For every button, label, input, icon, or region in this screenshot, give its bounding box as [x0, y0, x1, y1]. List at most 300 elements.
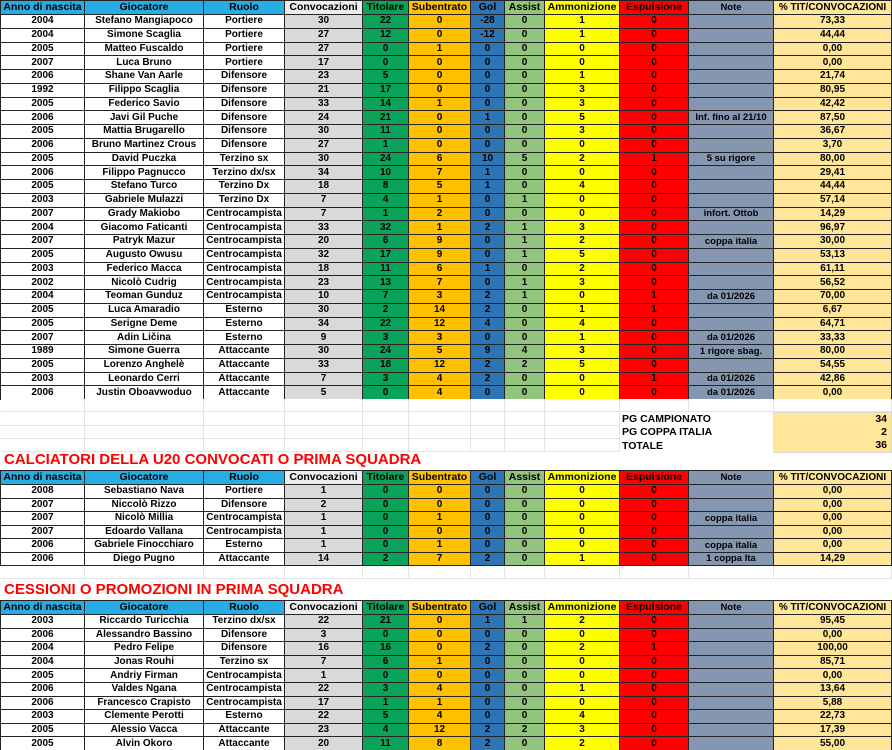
- cell-ruolo[interactable]: Centrocampista: [204, 235, 285, 249]
- empty-cell[interactable]: [505, 439, 545, 452]
- cell-espulsione[interactable]: 0: [620, 710, 689, 724]
- cell-ammonizione[interactable]: 1: [545, 553, 620, 567]
- cell-ruolo[interactable]: Portiere: [204, 15, 285, 29]
- cell-subentrato[interactable]: 1: [409, 697, 471, 711]
- cell-giocatore[interactable]: Stefano Turco: [85, 180, 204, 194]
- cell-pct-tit-convocazioni[interactable]: 61,11: [774, 263, 892, 277]
- cell-titolare[interactable]: 3: [363, 331, 409, 345]
- column-header-ruolo[interactable]: Ruolo: [204, 601, 285, 615]
- cell-convocazioni[interactable]: 1: [285, 485, 363, 499]
- empty-cell[interactable]: [505, 412, 545, 425]
- column-header-gol[interactable]: Gol: [471, 471, 505, 485]
- column-header-pct-tit-convocazioni[interactable]: % TIT/CONVOCAZIONI: [774, 601, 892, 615]
- cell-pct-tit-convocazioni[interactable]: 0,00: [774, 56, 892, 70]
- cell-gol[interactable]: 1: [471, 180, 505, 194]
- cell-assist[interactable]: 0: [505, 683, 545, 697]
- cell-pct-tit-convocazioni[interactable]: 70,00: [774, 290, 892, 304]
- cell-assist[interactable]: 0: [505, 710, 545, 724]
- cell-note[interactable]: 1 coppa Ita: [689, 553, 774, 567]
- cell-convocazioni[interactable]: 7: [285, 373, 363, 387]
- empty-cell[interactable]: [1, 426, 85, 439]
- cell-note[interactable]: [689, 737, 774, 750]
- cell-titolare[interactable]: 21: [363, 615, 409, 629]
- cell-gol[interactable]: 0: [471, 683, 505, 697]
- cell-gol[interactable]: 1: [471, 615, 505, 629]
- empty-cell[interactable]: [285, 399, 363, 412]
- cell-titolare[interactable]: 5: [363, 710, 409, 724]
- cell-ruolo[interactable]: Terzino dx/sx: [204, 615, 285, 629]
- cell-gol[interactable]: 0: [471, 56, 505, 70]
- cell-convocazioni[interactable]: 34: [285, 166, 363, 180]
- cell-pct-tit-convocazioni[interactable]: 14,29: [774, 553, 892, 567]
- column-header-ammonizione[interactable]: Ammonizione: [545, 601, 620, 615]
- cell-pct-tit-convocazioni[interactable]: 54,55: [774, 359, 892, 373]
- cell-gol[interactable]: 2: [471, 304, 505, 318]
- cell-giocatore[interactable]: Gabriele Finocchiaro: [85, 539, 204, 553]
- cell-ruolo[interactable]: Attaccante: [204, 345, 285, 359]
- cell-anno-di-nascita[interactable]: 2005: [1, 43, 85, 57]
- cell-gol[interactable]: 0: [471, 697, 505, 711]
- cell-ammonizione[interactable]: 0: [545, 512, 620, 526]
- cell-gol[interactable]: 0: [471, 235, 505, 249]
- cell-anno-di-nascita[interactable]: 2007: [1, 512, 85, 526]
- cell-gol[interactable]: 0: [471, 331, 505, 345]
- cell-assist[interactable]: 0: [505, 512, 545, 526]
- cell-ruolo[interactable]: Centrocampista: [204, 697, 285, 711]
- column-header-giocatore[interactable]: Giocatore: [85, 1, 204, 15]
- empty-cell[interactable]: [1, 399, 85, 412]
- cell-subentrato[interactable]: 0: [409, 111, 471, 125]
- column-header-convocazioni[interactable]: Convocazioni: [285, 601, 363, 615]
- cell-titolare[interactable]: 1: [363, 208, 409, 222]
- cell-anno-di-nascita[interactable]: 2005: [1, 737, 85, 750]
- cell-pct-tit-convocazioni[interactable]: 22,73: [774, 710, 892, 724]
- column-header-convocazioni[interactable]: Convocazioni: [285, 471, 363, 485]
- cell-convocazioni[interactable]: 23: [285, 724, 363, 738]
- pg-campionato-value[interactable]: 34: [773, 412, 892, 426]
- cell-titolare[interactable]: 1: [363, 139, 409, 153]
- empty-cell[interactable]: [409, 426, 471, 439]
- cell-gol[interactable]: 2: [471, 724, 505, 738]
- cell-pct-tit-convocazioni[interactable]: 17,39: [774, 724, 892, 738]
- cell-anno-di-nascita[interactable]: 2002: [1, 276, 85, 290]
- cell-pct-tit-convocazioni[interactable]: 3,70: [774, 139, 892, 153]
- cell-ammonizione[interactable]: 0: [545, 656, 620, 670]
- cell-giocatore[interactable]: Giacomo Faticanti: [85, 221, 204, 235]
- cell-giocatore[interactable]: Jonas Rouhi: [85, 656, 204, 670]
- cell-ruolo[interactable]: Centrocampista: [204, 512, 285, 526]
- cell-gol[interactable]: 0: [471, 125, 505, 139]
- cell-pct-tit-convocazioni[interactable]: 95,45: [774, 615, 892, 629]
- cell-ruolo[interactable]: Esterno: [204, 539, 285, 553]
- cell-giocatore[interactable]: Luca Bruno: [85, 56, 204, 70]
- cell-subentrato[interactable]: 1: [409, 539, 471, 553]
- cell-note[interactable]: 1 rigore sbag.: [689, 345, 774, 359]
- cell-gol[interactable]: 0: [471, 710, 505, 724]
- cell-giocatore[interactable]: Clemente Perotti: [85, 710, 204, 724]
- cell-convocazioni[interactable]: 30: [285, 345, 363, 359]
- cell-assist[interactable]: 0: [505, 84, 545, 98]
- cell-ammonizione[interactable]: 0: [545, 139, 620, 153]
- empty-cell[interactable]: [363, 566, 409, 579]
- cell-espulsione[interactable]: 0: [620, 221, 689, 235]
- cell-giocatore[interactable]: Teoman Gunduz: [85, 290, 204, 304]
- cell-note[interactable]: 5 su rigore: [689, 153, 774, 167]
- empty-cell[interactable]: [204, 399, 285, 412]
- column-header-gol[interactable]: Gol: [471, 601, 505, 615]
- cell-convocazioni[interactable]: 27: [285, 43, 363, 57]
- column-header-titolare[interactable]: Titolare: [363, 471, 409, 485]
- cell-giocatore[interactable]: Justin Oboavwoduo: [85, 386, 204, 400]
- cell-titolare[interactable]: 0: [363, 629, 409, 643]
- empty-cell[interactable]: [285, 566, 363, 579]
- cell-pct-tit-convocazioni[interactable]: 55,00: [774, 737, 892, 750]
- cell-giocatore[interactable]: Serigne Deme: [85, 318, 204, 332]
- cell-assist[interactable]: 2: [505, 359, 545, 373]
- cell-espulsione[interactable]: 0: [620, 737, 689, 750]
- cell-titolare[interactable]: 14: [363, 98, 409, 112]
- cell-espulsione[interactable]: 0: [620, 180, 689, 194]
- cell-titolare[interactable]: 12: [363, 29, 409, 43]
- cell-espulsione[interactable]: 0: [620, 84, 689, 98]
- cell-note[interactable]: [689, 180, 774, 194]
- cell-ammonizione[interactable]: 3: [545, 125, 620, 139]
- cell-note[interactable]: [689, 249, 774, 263]
- cell-giocatore[interactable]: Federico Savio: [85, 98, 204, 112]
- cell-espulsione[interactable]: 0: [620, 166, 689, 180]
- cell-ammonizione[interactable]: 3: [545, 276, 620, 290]
- cell-anno-di-nascita[interactable]: 2007: [1, 56, 85, 70]
- cell-espulsione[interactable]: 1: [620, 642, 689, 656]
- cell-ruolo[interactable]: Centrocampista: [204, 276, 285, 290]
- cell-espulsione[interactable]: 0: [620, 499, 689, 513]
- cell-note[interactable]: [689, 724, 774, 738]
- cell-ammonizione[interactable]: 5: [545, 111, 620, 125]
- cell-assist[interactable]: 0: [505, 43, 545, 57]
- cell-note[interactable]: [689, 98, 774, 112]
- empty-cell[interactable]: [689, 399, 774, 412]
- cell-giocatore[interactable]: Nicolò Millia: [85, 512, 204, 526]
- cell-espulsione[interactable]: 0: [620, 345, 689, 359]
- cell-pct-tit-convocazioni[interactable]: 0,00: [774, 669, 892, 683]
- totale-label[interactable]: TOTALE: [620, 439, 773, 453]
- cell-espulsione[interactable]: 0: [620, 485, 689, 499]
- pg-campionato-label[interactable]: PG CAMPIONATO: [620, 412, 773, 426]
- cell-note[interactable]: Inf. fino al 21/10: [689, 111, 774, 125]
- cell-giocatore[interactable]: Lorenzo Anghelè: [85, 359, 204, 373]
- column-header-subentrato[interactable]: Subentrato: [409, 471, 471, 485]
- cell-espulsione[interactable]: 0: [620, 656, 689, 670]
- cell-titolare[interactable]: 22: [363, 15, 409, 29]
- cell-titolare[interactable]: 10: [363, 166, 409, 180]
- cell-note[interactable]: [689, 84, 774, 98]
- cell-gol[interactable]: 0: [471, 526, 505, 540]
- cell-assist[interactable]: 0: [505, 373, 545, 387]
- cell-espulsione[interactable]: 0: [620, 539, 689, 553]
- cell-gol[interactable]: 2: [471, 553, 505, 567]
- cell-assist[interactable]: 0: [505, 304, 545, 318]
- cell-giocatore[interactable]: Federico Macca: [85, 263, 204, 277]
- cell-gol[interactable]: 2: [471, 221, 505, 235]
- cell-subentrato[interactable]: 9: [409, 249, 471, 263]
- cell-giocatore[interactable]: Simone Scaglia: [85, 29, 204, 43]
- cell-ammonizione[interactable]: 3: [545, 84, 620, 98]
- cell-espulsione[interactable]: 0: [620, 15, 689, 29]
- cell-ruolo[interactable]: Centrocampista: [204, 669, 285, 683]
- empty-cell[interactable]: [1, 566, 85, 579]
- cell-subentrato[interactable]: 5: [409, 345, 471, 359]
- cell-anno-di-nascita[interactable]: 2007: [1, 526, 85, 540]
- cell-assist[interactable]: 0: [505, 386, 545, 400]
- cell-espulsione[interactable]: 0: [620, 615, 689, 629]
- cell-gol[interactable]: 1: [471, 263, 505, 277]
- cell-pct-tit-convocazioni[interactable]: 14,29: [774, 208, 892, 222]
- cell-espulsione[interactable]: 0: [620, 208, 689, 222]
- cell-pct-tit-convocazioni[interactable]: 42,86: [774, 373, 892, 387]
- cell-pct-tit-convocazioni[interactable]: 0,00: [774, 512, 892, 526]
- cell-subentrato[interactable]: 0: [409, 485, 471, 499]
- column-header-convocazioni[interactable]: Convocazioni: [285, 1, 363, 15]
- column-header-espulsione[interactable]: Espulsione: [620, 471, 689, 485]
- column-header-anno-di-nascita[interactable]: Anno di nascita: [1, 471, 85, 485]
- cell-giocatore[interactable]: Filippo Scaglia: [85, 84, 204, 98]
- column-header-anno-di-nascita[interactable]: Anno di nascita: [1, 1, 85, 15]
- cell-convocazioni[interactable]: 5: [285, 386, 363, 400]
- cell-note[interactable]: coppa italia: [689, 539, 774, 553]
- cell-anno-di-nascita[interactable]: 2004: [1, 290, 85, 304]
- cell-pct-tit-convocazioni[interactable]: 13,64: [774, 683, 892, 697]
- cell-gol[interactable]: 0: [471, 499, 505, 513]
- cell-subentrato[interactable]: 0: [409, 499, 471, 513]
- cell-convocazioni[interactable]: 1: [285, 539, 363, 553]
- cell-subentrato[interactable]: 1: [409, 512, 471, 526]
- cell-titolare[interactable]: 0: [363, 526, 409, 540]
- cell-giocatore[interactable]: Niccolò Rizzo: [85, 499, 204, 513]
- column-header-assist[interactable]: Assist: [505, 601, 545, 615]
- cell-convocazioni[interactable]: 33: [285, 98, 363, 112]
- cell-convocazioni[interactable]: 7: [285, 208, 363, 222]
- cell-assist[interactable]: 0: [505, 331, 545, 345]
- cell-assist[interactable]: 0: [505, 56, 545, 70]
- cell-ammonizione[interactable]: 0: [545, 669, 620, 683]
- cell-ruolo[interactable]: Difensore: [204, 499, 285, 513]
- cell-note[interactable]: da 01/2026: [689, 331, 774, 345]
- cell-pct-tit-convocazioni[interactable]: 96,97: [774, 221, 892, 235]
- cell-subentrato[interactable]: 12: [409, 318, 471, 332]
- cell-subentrato[interactable]: 8: [409, 737, 471, 750]
- cell-convocazioni[interactable]: 22: [285, 683, 363, 697]
- cell-titolare[interactable]: 17: [363, 249, 409, 263]
- cell-pct-tit-convocazioni[interactable]: 80,95: [774, 84, 892, 98]
- cell-titolare[interactable]: 11: [363, 737, 409, 750]
- cell-gol[interactable]: 0: [471, 629, 505, 643]
- cell-convocazioni[interactable]: 1: [285, 669, 363, 683]
- empty-cell[interactable]: [545, 426, 620, 439]
- cell-ammonizione[interactable]: 1: [545, 683, 620, 697]
- cell-assist[interactable]: 0: [505, 70, 545, 84]
- cell-anno-di-nascita[interactable]: 1992: [1, 84, 85, 98]
- cell-convocazioni[interactable]: 30: [285, 15, 363, 29]
- cell-note[interactable]: [689, 263, 774, 277]
- empty-cell[interactable]: [471, 566, 505, 579]
- cell-espulsione[interactable]: 0: [620, 43, 689, 57]
- cell-giocatore[interactable]: Shane Van Aarle: [85, 70, 204, 84]
- column-header-espulsione[interactable]: Espulsione: [620, 1, 689, 15]
- cell-ruolo[interactable]: Difensore: [204, 84, 285, 98]
- column-header-ruolo[interactable]: Ruolo: [204, 471, 285, 485]
- cell-espulsione[interactable]: 0: [620, 235, 689, 249]
- cell-espulsione[interactable]: 1: [620, 290, 689, 304]
- cell-gol[interactable]: 0: [471, 98, 505, 112]
- cell-giocatore[interactable]: Leonardo Cerri: [85, 373, 204, 387]
- cell-convocazioni[interactable]: 27: [285, 29, 363, 43]
- cell-ruolo[interactable]: Centrocampista: [204, 208, 285, 222]
- cell-ruolo[interactable]: Attaccante: [204, 737, 285, 750]
- cell-ruolo[interactable]: Difensore: [204, 111, 285, 125]
- cell-anno-di-nascita[interactable]: 2006: [1, 553, 85, 567]
- cell-ruolo[interactable]: Esterno: [204, 331, 285, 345]
- cell-anno-di-nascita[interactable]: 2006: [1, 70, 85, 84]
- cell-titolare[interactable]: 0: [363, 669, 409, 683]
- cell-subentrato[interactable]: 1: [409, 221, 471, 235]
- cell-subentrato[interactable]: 7: [409, 166, 471, 180]
- cell-gol[interactable]: 0: [471, 43, 505, 57]
- cell-ammonizione[interactable]: 2: [545, 153, 620, 167]
- empty-cell[interactable]: [409, 566, 471, 579]
- cell-espulsione[interactable]: 0: [620, 331, 689, 345]
- empty-cell[interactable]: [620, 399, 689, 412]
- cell-assist[interactable]: 0: [505, 499, 545, 513]
- cell-convocazioni[interactable]: 2: [285, 499, 363, 513]
- cell-convocazioni[interactable]: 1: [285, 526, 363, 540]
- empty-cell[interactable]: [363, 426, 409, 439]
- cell-ammonizione[interactable]: 3: [545, 98, 620, 112]
- column-header-ammonizione[interactable]: Ammonizione: [545, 471, 620, 485]
- cell-ruolo[interactable]: Terzino sx: [204, 153, 285, 167]
- column-header-espulsione[interactable]: Espulsione: [620, 601, 689, 615]
- cell-ruolo[interactable]: Terzino Dx: [204, 180, 285, 194]
- cell-assist[interactable]: 1: [505, 615, 545, 629]
- empty-cell[interactable]: [774, 399, 892, 412]
- cell-ammonizione[interactable]: 0: [545, 194, 620, 208]
- cell-ammonizione[interactable]: 4: [545, 318, 620, 332]
- cell-ammonizione[interactable]: 0: [545, 629, 620, 643]
- cell-giocatore[interactable]: Filippo Pagnucco: [85, 166, 204, 180]
- cell-titolare[interactable]: 5: [363, 70, 409, 84]
- cell-titolare[interactable]: 8: [363, 180, 409, 194]
- cell-assist[interactable]: 0: [505, 737, 545, 750]
- cell-note[interactable]: [689, 629, 774, 643]
- cell-assist[interactable]: 0: [505, 318, 545, 332]
- cell-anno-di-nascita[interactable]: 2005: [1, 98, 85, 112]
- cell-giocatore[interactable]: Alessandro Bassino: [85, 629, 204, 643]
- cell-pct-tit-convocazioni[interactable]: 30,00: [774, 235, 892, 249]
- cell-titolare[interactable]: 11: [363, 125, 409, 139]
- column-header-titolare[interactable]: Titolare: [363, 1, 409, 15]
- cell-giocatore[interactable]: Augusto Owusu: [85, 249, 204, 263]
- column-header-subentrato[interactable]: Subentrato: [409, 1, 471, 15]
- cell-subentrato[interactable]: 0: [409, 70, 471, 84]
- cell-titolare[interactable]: 22: [363, 318, 409, 332]
- cell-titolare[interactable]: 24: [363, 345, 409, 359]
- empty-cell[interactable]: [363, 412, 409, 425]
- cell-giocatore[interactable]: Alessio Vacca: [85, 724, 204, 738]
- cell-assist[interactable]: 0: [505, 180, 545, 194]
- cell-convocazioni[interactable]: 9: [285, 331, 363, 345]
- cell-note[interactable]: [689, 710, 774, 724]
- cell-assist[interactable]: 0: [505, 629, 545, 643]
- cell-note[interactable]: [689, 125, 774, 139]
- cell-note[interactable]: infort. Ottob: [689, 208, 774, 222]
- cell-anno-di-nascita[interactable]: 2006: [1, 683, 85, 697]
- cell-giocatore[interactable]: Bruno Martinez Crous: [85, 139, 204, 153]
- cell-pct-tit-convocazioni[interactable]: 5,88: [774, 697, 892, 711]
- cell-ruolo[interactable]: Centrocampista: [204, 290, 285, 304]
- cell-pct-tit-convocazioni[interactable]: 0,00: [774, 526, 892, 540]
- column-header-note[interactable]: Note: [689, 471, 774, 485]
- cell-ammonizione[interactable]: 0: [545, 485, 620, 499]
- cell-giocatore[interactable]: Gabriele Mulazzi: [85, 194, 204, 208]
- cell-subentrato[interactable]: 0: [409, 642, 471, 656]
- cell-anno-di-nascita[interactable]: 2007: [1, 499, 85, 513]
- cell-anno-di-nascita[interactable]: 2007: [1, 208, 85, 222]
- cell-subentrato[interactable]: 1: [409, 98, 471, 112]
- empty-cell[interactable]: [545, 566, 620, 579]
- cell-giocatore[interactable]: Nicolò Cudrig: [85, 276, 204, 290]
- cell-convocazioni[interactable]: 22: [285, 710, 363, 724]
- cell-anno-di-nascita[interactable]: 2004: [1, 221, 85, 235]
- cell-ruolo[interactable]: Difensore: [204, 125, 285, 139]
- cell-note[interactable]: [689, 56, 774, 70]
- cell-pct-tit-convocazioni[interactable]: 6,67: [774, 304, 892, 318]
- cell-espulsione[interactable]: 0: [620, 276, 689, 290]
- cell-assist[interactable]: 0: [505, 697, 545, 711]
- empty-cell[interactable]: [545, 412, 620, 425]
- cell-espulsione[interactable]: 0: [620, 359, 689, 373]
- cell-espulsione[interactable]: 0: [620, 29, 689, 43]
- cell-anno-di-nascita[interactable]: 2005: [1, 153, 85, 167]
- cell-convocazioni[interactable]: 1: [285, 512, 363, 526]
- cell-pct-tit-convocazioni[interactable]: 73,33: [774, 15, 892, 29]
- cell-ruolo[interactable]: Esterno: [204, 318, 285, 332]
- cell-ammonizione[interactable]: 0: [545, 56, 620, 70]
- cell-ruolo[interactable]: Portiere: [204, 485, 285, 499]
- cell-assist[interactable]: 0: [505, 539, 545, 553]
- cell-ammonizione[interactable]: 0: [545, 373, 620, 387]
- empty-cell[interactable]: [620, 566, 689, 579]
- cell-giocatore[interactable]: Riccardo Turicchia: [85, 615, 204, 629]
- cell-espulsione[interactable]: 0: [620, 697, 689, 711]
- cell-note[interactable]: [689, 139, 774, 153]
- pg-coppa-italia-value[interactable]: 2: [773, 426, 892, 440]
- cell-convocazioni[interactable]: 7: [285, 194, 363, 208]
- cell-convocazioni[interactable]: 18: [285, 263, 363, 277]
- cell-gol[interactable]: 0: [471, 656, 505, 670]
- cell-anno-di-nascita[interactable]: 2006: [1, 166, 85, 180]
- cell-gol[interactable]: 9: [471, 345, 505, 359]
- cell-ruolo[interactable]: Attaccante: [204, 553, 285, 567]
- cell-ruolo[interactable]: Centrocampista: [204, 526, 285, 540]
- cell-subentrato[interactable]: 6: [409, 263, 471, 277]
- cell-pct-tit-convocazioni[interactable]: 85,71: [774, 656, 892, 670]
- column-header-giocatore[interactable]: Giocatore: [85, 601, 204, 615]
- empty-cell[interactable]: [774, 566, 892, 579]
- cell-anno-di-nascita[interactable]: 2006: [1, 697, 85, 711]
- empty-cell[interactable]: [85, 412, 204, 425]
- cell-giocatore[interactable]: Alvin Okoro: [85, 737, 204, 750]
- cell-pct-tit-convocazioni[interactable]: 0,00: [774, 539, 892, 553]
- cell-note[interactable]: da 01/2026: [689, 290, 774, 304]
